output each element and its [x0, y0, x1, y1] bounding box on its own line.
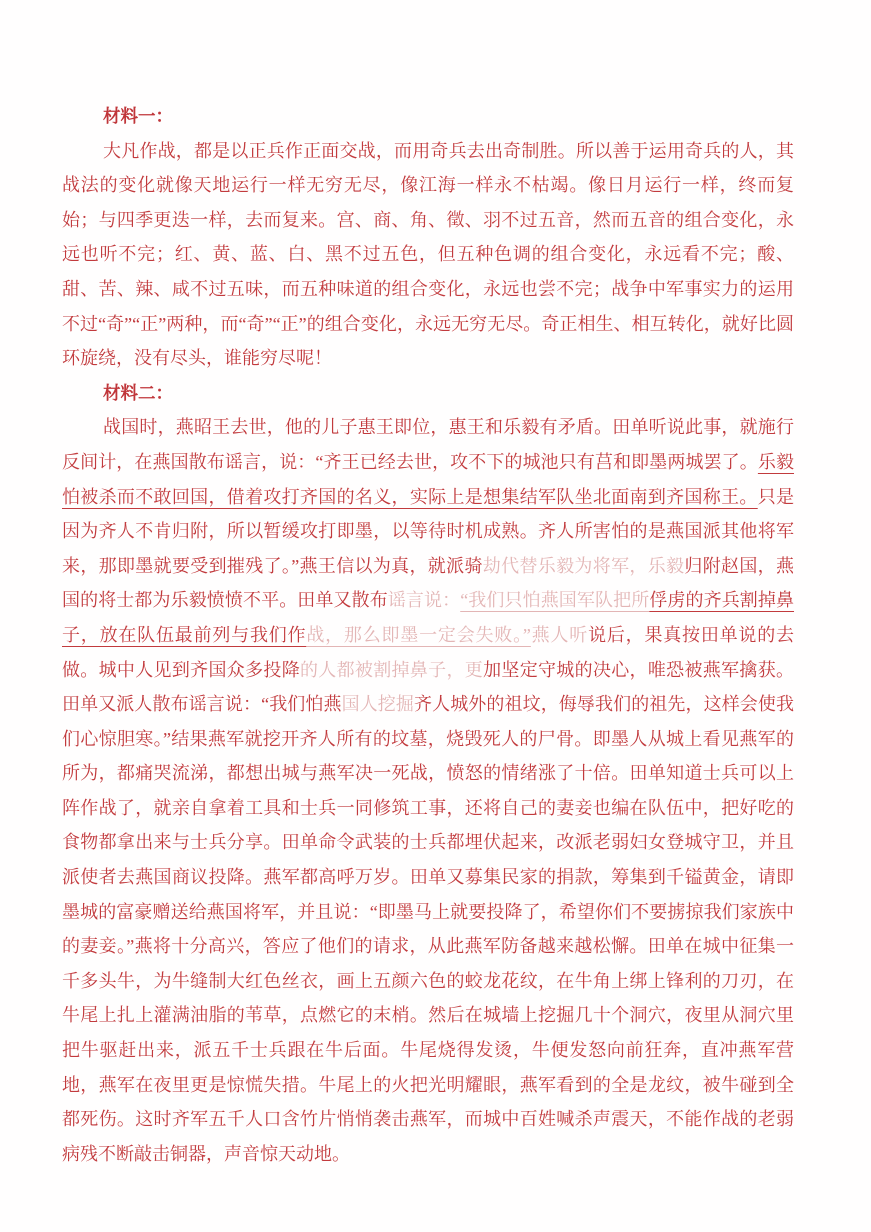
faded-text-run: 谣言说： [387, 590, 461, 611]
material-2-paragraph [62, 410, 794, 1171]
faded-text-run: 国人挖掘 [341, 694, 414, 715]
text-run: 归附赵国，燕国的将士都为乐毅愤愤不平。田单又散布 [62, 555, 794, 611]
faded-text-run: 燕人听 [530, 624, 589, 645]
section-heading-material-1: 材料一： [103, 106, 173, 126]
text-run: 大凡作战，都是以正兵作正面交战，而用奇兵去出奇制胜。所以善于运用奇兵的人，其战法的变化就像天地运行一样无穷无尽，像江海一样永不枯竭。像日月运行一样，终而复始；与四季更迭一样，去而复来。宫、商、角、徵、羽不过五音，然而五音的组合变化，永远也听不完；红、黄、蓝、白、黑不过五色，但五种色调的组合变化，永远看不完；酸、甜、苦、辣、咸不过五味，而五种味道的组合变化，永远也尝不完；战争中军事实力的运用不过“奇”“正”两种，而“奇”“正”的组合变化，永远无穷无尽。奇正相生、相互转化，就好比圆环旋绕，没有尽头，谁能穷尽呢！ [62, 140, 794, 369]
underlined-text-run: 俘虏的齐兵割掉鼻子，放在队伍最前列与我们作 [62, 590, 795, 645]
faded-text-run: 的人都被割掉鼻子，更 [300, 659, 484, 680]
underlined-text-run: 乐毅怕被杀而不敢回国，借着攻打齐国的名义，实际上是想集结军队坐北面南到齐国称王。 [62, 451, 794, 507]
underlined-text-run: 战，那么即墨一定会失败。” [306, 624, 531, 645]
text-run: 说后，果真按田单说的去做。城中人见到齐国众多投降 [62, 624, 795, 680]
faded-text-run: 劫代替乐毅为将军，乐毅 [482, 555, 685, 576]
material-1-paragraph [62, 134, 794, 376]
text-run: 只是因为齐人不肯归附，所以暂缓攻打即墨，以等待时机成熟。齐人所害怕的是燕国派其他将军来，那即墨就要受到摧残了。”燕王信以为真，就派骑 [62, 486, 795, 576]
text-run: 战国时，燕昭王去世，他的儿子惠王即位，惠王和乐毅有矛盾。田单听说此事，就施行反间计，在燕国散布谣言，说：“齐王已经去世，攻不下的城池只有莒和即墨两城罢了。 [62, 417, 794, 472]
underlined-text-run: “我们只怕燕国军队把所 [460, 590, 650, 611]
text-run: 齐人城外的祖坟，侮辱我们的祖先，这样会使我们心惊胆寒。”结果燕军就挖开齐人所有的坟墓，烧毁死人的尸骨。即墨人从城上看见燕军的所为，都痛哭流涕，都想出城与燕军决一死战，愤怒的情绪涨了十倍。田单知道士兵可以上阵作战了，就亲自拿着工具和士兵一同修筑工事，还将自己的妻妾也编在队伍中，把好吃的食物都拿出来与士兵分享。田单命令武装的士兵都埋伏起来，改派老弱妇女登城守卫，并且派使者去燕国商议投降。燕军都高呼万岁。田单又募集民家的捐款，筹集到千镒黄金，请即墨城的富豪赠送给燕国将军，并且说：“即墨马上就要投降了，希望你们不要掳掠我们家族中的妻妾。”燕将十分高兴，答应了他们的请求，从此燕军防备越来越松懈。田单在城中征集一千多头牛，为牛缝制大红色丝衣，画上五颜六色的蛟龙花纹，在牛角上绑上锋利的刀刃，在牛尾上扎上灌满油脂的苇草，点燃它的末梢。然后在城墙上挖掘几十个洞穴，夜里从洞穴里把牛驱赶出来，派五千士兵跟在牛后面。牛尾烧得发烫，牛便发怒向前狂奔，直冲燕军营地，燕军在夜里更是惊慌失措。牛尾上的火把光明耀眼，燕军看到的全是龙纹，被牛碰到全都死伤。这时齐军五千人口含竹片悄悄袭击燕军，而城中百姓喊杀声震天，不能作战的老弱病残不断敲击铜器，声音惊天动地。 [62, 694, 794, 1164]
section-heading-material-2: 材料二： [103, 382, 173, 403]
text-run: 加坚定守城的决心，唯恐被燕军擒获。田单又派人散布谣言说：“我们怕燕 [62, 659, 794, 715]
